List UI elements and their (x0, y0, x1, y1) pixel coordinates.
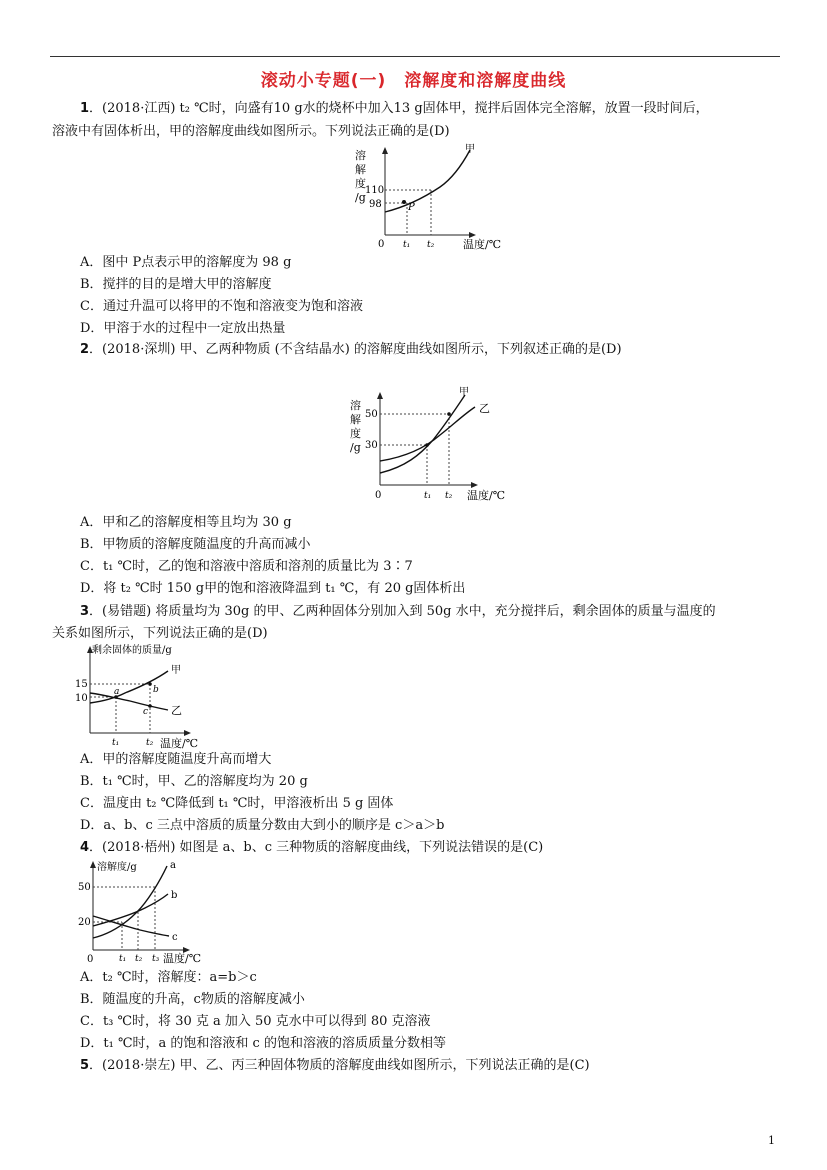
q1-option-d: D．甲溶于水的过程中一定放出热量 (80, 321, 286, 336)
page-title: 滚动小专题(一) 溶解度和溶解度曲线 (260, 71, 567, 91)
q1-point-p (402, 200, 406, 204)
header-rule (50, 56, 780, 57)
q2-number: 2 (80, 342, 90, 357)
q5-text: ．(2018·崇左) 甲、乙、丙三种固体物质的溶解度曲线如图所示，下列说法正确的是(C) (89, 1058, 590, 1073)
q2-xtick-t2: t₂ (445, 491, 453, 501)
q3-figure (70, 643, 210, 753)
q3-option-d: D．a、b、c 三点中溶质的质量分数由大到小的顺序是 c＞a＞b (80, 818, 445, 833)
q2-curve-yi (380, 407, 475, 461)
q4-option-a: A．t₂ ℃时，溶解度：a=b＞c (80, 970, 257, 985)
q3-ylabel: 剩余固体的质量/g (92, 645, 172, 656)
q2-ytick-50: 50 (365, 409, 378, 420)
q4-label-b: b (171, 890, 178, 901)
q4-xtick-t3: t₃ (152, 954, 160, 964)
q4-option-c: C．t₃ ℃时，将 30 克 a 加入 50 克水中可以得到 80 克溶液 (80, 1014, 431, 1029)
q3-option-b: B．t₁ ℃时，甲、乙的溶解度均为 20 g (80, 774, 308, 789)
q3-label-yi: 乙 (171, 704, 182, 717)
q1-curve-label: 甲 (465, 144, 475, 155)
q1-number: 1 (80, 101, 90, 116)
q3-ytick-10: 10 (75, 693, 88, 704)
q5-line1 (80, 1057, 590, 1075)
q2-xtick-t1: t₁ (424, 491, 432, 501)
q4-number: 4 (80, 840, 90, 855)
q1-ylabel-2: 解 (355, 163, 366, 176)
q2-curve-jia (380, 395, 465, 473)
q2-xlabel: 温度/℃ (467, 489, 506, 502)
q4-figure (75, 858, 215, 968)
q4-line1 (80, 839, 543, 857)
q3-point-b: b (153, 685, 159, 695)
q1-option-b: B．搅拌的目的是增大甲的溶解度 (80, 277, 272, 292)
q4-text: ．(2018·梧州) 如图是 a、b、c 三种物质的溶解度曲线，下列说法错误的是(C) (89, 840, 544, 855)
q2-figure (345, 385, 515, 505)
q2-ytick-30: 30 (365, 440, 378, 451)
q1-xtick-t1: t₁ (403, 240, 411, 250)
q4-curve-c (93, 916, 169, 936)
q3-point-a: a (114, 687, 120, 697)
q4-ytick-20: 20 (78, 917, 91, 928)
q1-ylabel-1: 溶 (355, 149, 366, 162)
q2-ylabel-4: /g (350, 441, 361, 454)
q4-origin: 0 (87, 954, 94, 965)
q4-curve-b (93, 894, 168, 926)
q4-ylabel: 溶解度/g (97, 862, 137, 873)
q3-number: 3 (80, 604, 90, 619)
q2-option-c: C．t₁ ℃时，乙的饱和溶液中溶质和溶剂的质量比为 3∶7 (80, 559, 413, 574)
q2-option-a: A．甲和乙的溶解度相等且均为 30 g (80, 515, 292, 530)
q1-line2: 溶液中有固体析出，甲的溶解度曲线如图所示。下列说法正确的是(D) (52, 124, 450, 139)
q1-ylabel-4: /g (355, 191, 366, 204)
q3-ytick-15: 15 (75, 679, 88, 690)
page-number: 1 (768, 1134, 775, 1147)
q3-xtick-t1: t₁ (112, 738, 120, 748)
q3-option-a: A．甲的溶解度随温度升高而增大 (80, 752, 272, 767)
q3-text: ．(易错题) 将质量均为 30g 的甲、乙两种固体分别加入到 50g 水中，充分搅拌后，剩余固体的质量与温度的 (89, 604, 716, 619)
q3-line2: 关系如图所示，下列说法正确的是(D) (52, 626, 268, 641)
q2-label-yi: 乙 (479, 402, 490, 415)
q2-text: ．(2018·深圳) 甲、乙两种物质 (不含结晶水) 的溶解度曲线如图所示，下列叙述正确的是(D) (89, 342, 622, 357)
q2-ylabel-2: 解 (350, 413, 361, 426)
q5-number: 5 (80, 1058, 90, 1073)
q1-ytick-110: 110 (365, 185, 385, 196)
q1-ylabel-3: 度 (355, 177, 366, 190)
q4-ytick-50: 50 (78, 882, 91, 893)
q1-xtick-t2: t₂ (427, 240, 435, 250)
q2-ylabel-3: 度 (350, 427, 361, 440)
q1-option-a: A．图中 P点表示甲的溶解度为 98 g (80, 255, 292, 270)
q3-xlabel: 温度/℃ (160, 737, 199, 750)
q4-xlabel: 温度/℃ (163, 952, 202, 965)
q4-option-b: B．随温度的升高，c物质的溶解度减小 (80, 992, 305, 1007)
q3-point-c: c (143, 707, 149, 717)
q1-ytick-98b: 98 (369, 199, 382, 210)
q4-label-c: c (172, 932, 178, 943)
q2-line1 (80, 341, 622, 359)
q1-figure (345, 145, 515, 255)
q4-xtick-t2: t₂ (135, 954, 143, 964)
q3-xtick-t2: t₂ (146, 738, 154, 748)
q2-ylabel-1: 溶 (350, 399, 361, 412)
q1-option-c: C．通过升温可以将甲的不饱和溶液变为饱和溶液 (80, 299, 363, 314)
q1-point-label: P (408, 202, 415, 213)
q4-label-a: a (170, 860, 176, 871)
q2-label-jia: 甲 (459, 387, 469, 398)
q1-xlabel: 温度/℃ (463, 238, 502, 251)
q1-origin: 0 (378, 239, 385, 250)
q2-origin: 0 (375, 490, 382, 501)
q3-option-c: C．温度由 t₂ ℃降低到 t₁ ℃时，甲溶液析出 5 g 固体 (80, 796, 394, 811)
q1-line1 (80, 100, 709, 118)
q2-option-d: D．将 t₂ ℃时 150 g甲的饱和溶液降温到 t₁ ℃，有 20 g固体析出 (80, 581, 466, 596)
q4-option-d: D．t₁ ℃时，a 的饱和溶液和 c 的饱和溶液的溶质质量分数相等 (80, 1036, 446, 1051)
q4-xtick-t1: t₁ (119, 954, 127, 964)
q3-label-jia: 甲 (171, 665, 181, 676)
q3-line1 (80, 603, 716, 621)
q1-text: ．(2018·江西) t₂ ℃时，向盛有10 g水的烧杯中加入13 g固体甲，搅拌后固体完全溶解，放置一段时间后， (89, 101, 709, 116)
q2-option-b: B．甲物质的溶解度随温度的升高而减小 (80, 537, 311, 552)
